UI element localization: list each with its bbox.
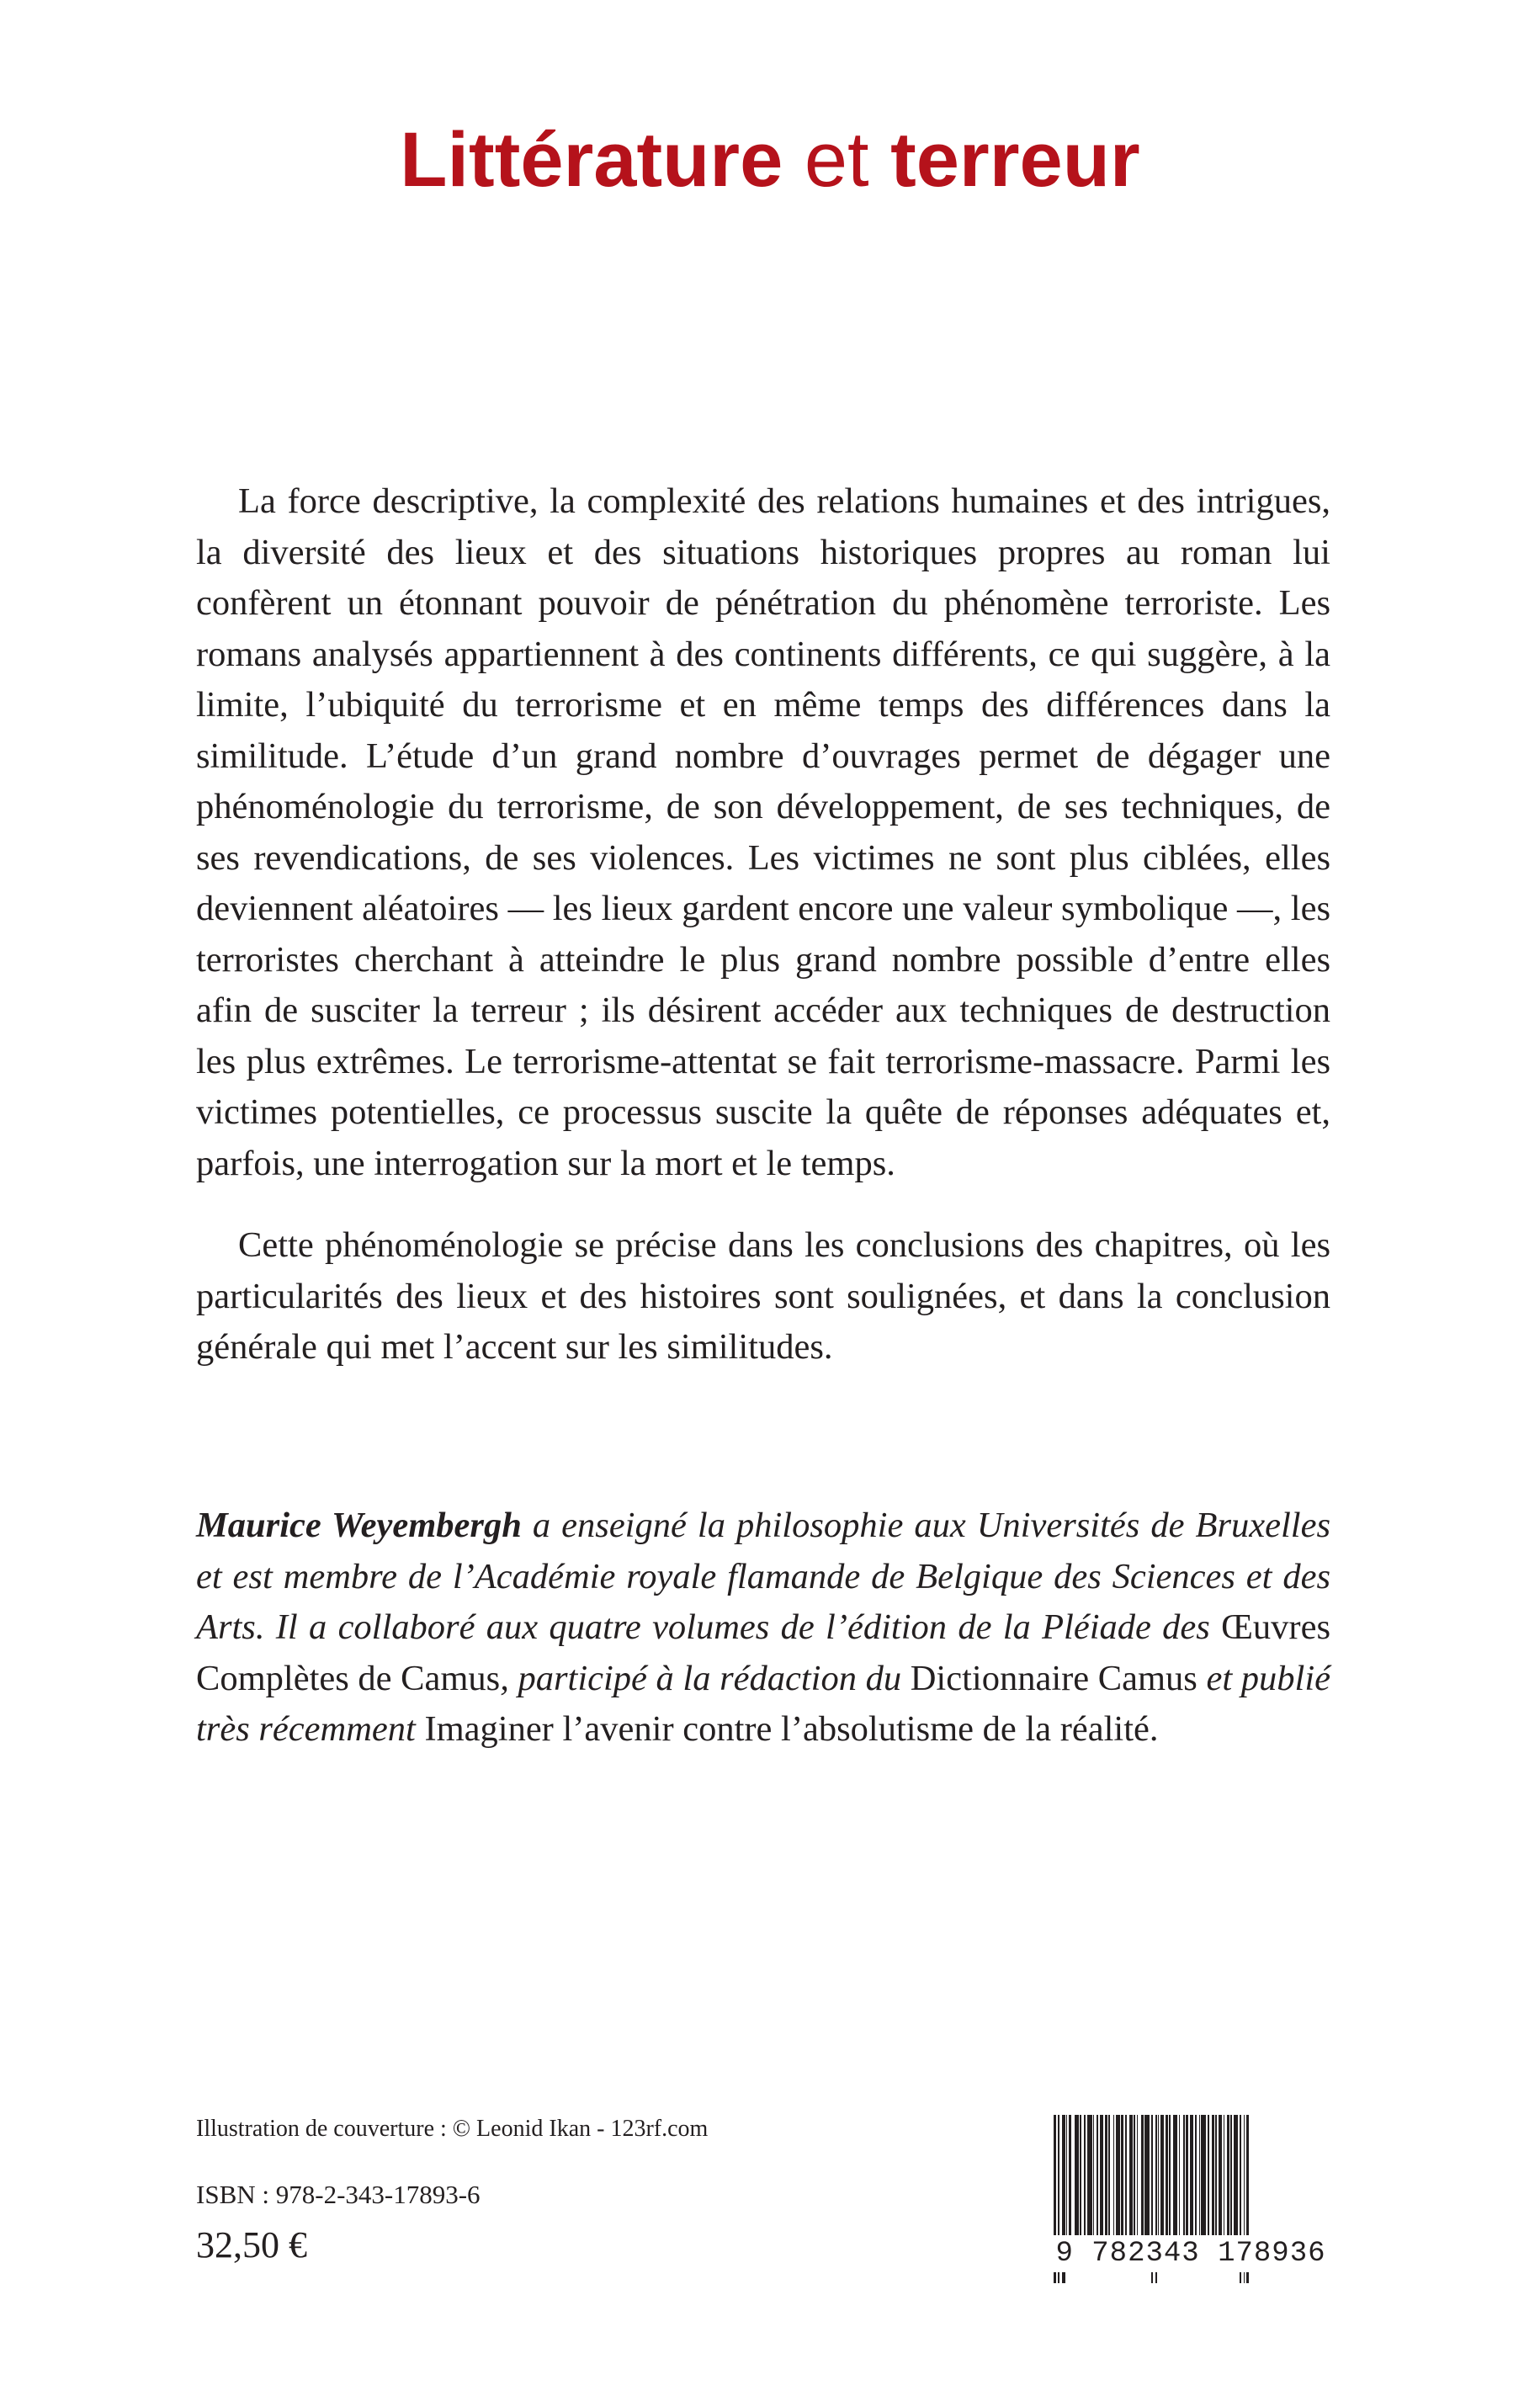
barcode-bar [1227,2115,1229,2241]
barcode-bar [1166,2115,1168,2241]
barcode-bar [1084,2115,1086,2241]
barcode-bar [1105,2115,1107,2241]
barcode-bar [1069,2115,1071,2241]
barcode-bar [1215,2115,1217,2241]
author-name: Maurice Weyembergh [196,1506,522,1545]
barcode-bar [1121,2115,1123,2241]
title-word-terreur: terreur [890,117,1140,203]
blurb-paragraph-1: La force descriptive, la complexité des relations humaines et des intrigues, la diversité des lieux et des situations historiques propres au roman lui confèrent un étonnant pouvoir de pénétration du phénomène terroriste. Les romans analysés appartiennent à des continents différents, ce qui suggère, à la limite, l’ubiquité du terrorisme et en même temps des différences dans la similitude. L’étude d’un grand nombre d’ouvrages permet de dégager une phénoménologie du terrorisme, de son développement, de ses techniques, de ses revendications, de ses violences. Les victimes ne sont plus ciblées, elles deviennent aléatoires — les lieux gardent encore une valeur symbolique —, les terroristes cherchant à atteindre le plus grand nombre possible d’entre elles afin de susciter la terreur ; ils désirent accéder aux techniques de destruction les plus extrêmes. Le terrorisme-attentat se fait terrorisme-massacre. Parmi les victimes potentielles, ce processus suscite la quête de réponses adéquates et, parfois, une interrogation sur la mort et le temps. [196,481,1330,1183]
barcode-bar [1201,2115,1206,2241]
barcode-bar [1183,2115,1185,2241]
title-word-et: et [804,117,869,203]
barcode-bar [1186,2115,1188,2241]
bio-work-oeuvres: Œuvres Complètes de Camus [196,1607,1330,1698]
barcode-bar [1230,2115,1232,2241]
barcode-bar [1195,2115,1197,2241]
barcode-bar [1141,2115,1144,2241]
barcode-bar [1160,2115,1164,2241]
cover-illustration-credit: Illustration de couverture : © Leonid Ikan - 123rf.com [196,2116,709,2142]
bio-text-2: , participé à la rédaction du [500,1658,911,1698]
barcode-bar [1179,2115,1180,2241]
title-word-litterature: Littérature [400,117,783,203]
barcode-bar [1080,2115,1081,2241]
barcode-bar [1169,2115,1171,2241]
barcode-bar [1158,2115,1159,2241]
barcode-bar [1134,2115,1135,2241]
bio-work-dictionnaire: Dictionnaire Camus [910,1658,1197,1698]
barcode-bar [1129,2115,1133,2241]
barcode-bar [1066,2115,1067,2241]
barcode-bar [1208,2115,1209,2241]
bio-work-imaginer: Imaginer l’avenir contre l’absolutisme de la réalité [424,1709,1150,1749]
barcode-bar [1199,2115,1200,2241]
author-bio [196,1501,1330,1756]
bio-text-1: a enseigné la philosophie aux Universités de Bruxelles et est membre de l’Académie royale flamande de Belgique des Sciences et des Arts. Il a collaboré aux quatre volumes de l’édition de la Pléiade des [196,1506,1330,1647]
barcode-bar [1137,2115,1138,2241]
barcode-bar [1097,2115,1098,2241]
barcode-bar [1113,2115,1114,2241]
barcode-bar [1116,2115,1120,2241]
barcode-bar [1190,2115,1193,2241]
barcode-bar [1212,2115,1214,2241]
barcode-bar [1125,2115,1127,2241]
bio-text-4: . [1149,1709,1159,1749]
barcode-digits: 9 782343 178936 [1050,2235,1331,2272]
barcode-bar [1108,2115,1110,2241]
book-price: 32,50 € [196,2224,307,2265]
barcode-bar [1087,2115,1092,2241]
barcode-bar [1219,2115,1222,2241]
book-title [0,109,1540,210]
isbn-number: ISBN : 978-2-343-17893-6 [196,2180,481,2209]
barcode-bar [1234,2115,1238,2241]
barcode-bar [1100,2115,1103,2241]
barcode-bar [1144,2115,1150,2241]
bio-text-3: et publié très récemment [196,1658,1330,1749]
barcode-bar [1173,2115,1177,2241]
barcode-bar [1093,2115,1094,2241]
blurb-paragraph-2: Cette phénoménologie se précise dans les conclusions des chapitres, où les particularités des lieux et des histoires sont soulignées, et dans la conclusion générale qui met l’accent sur les similitudes. [196,1225,1330,1367]
barcode-bar [1075,2115,1079,2241]
